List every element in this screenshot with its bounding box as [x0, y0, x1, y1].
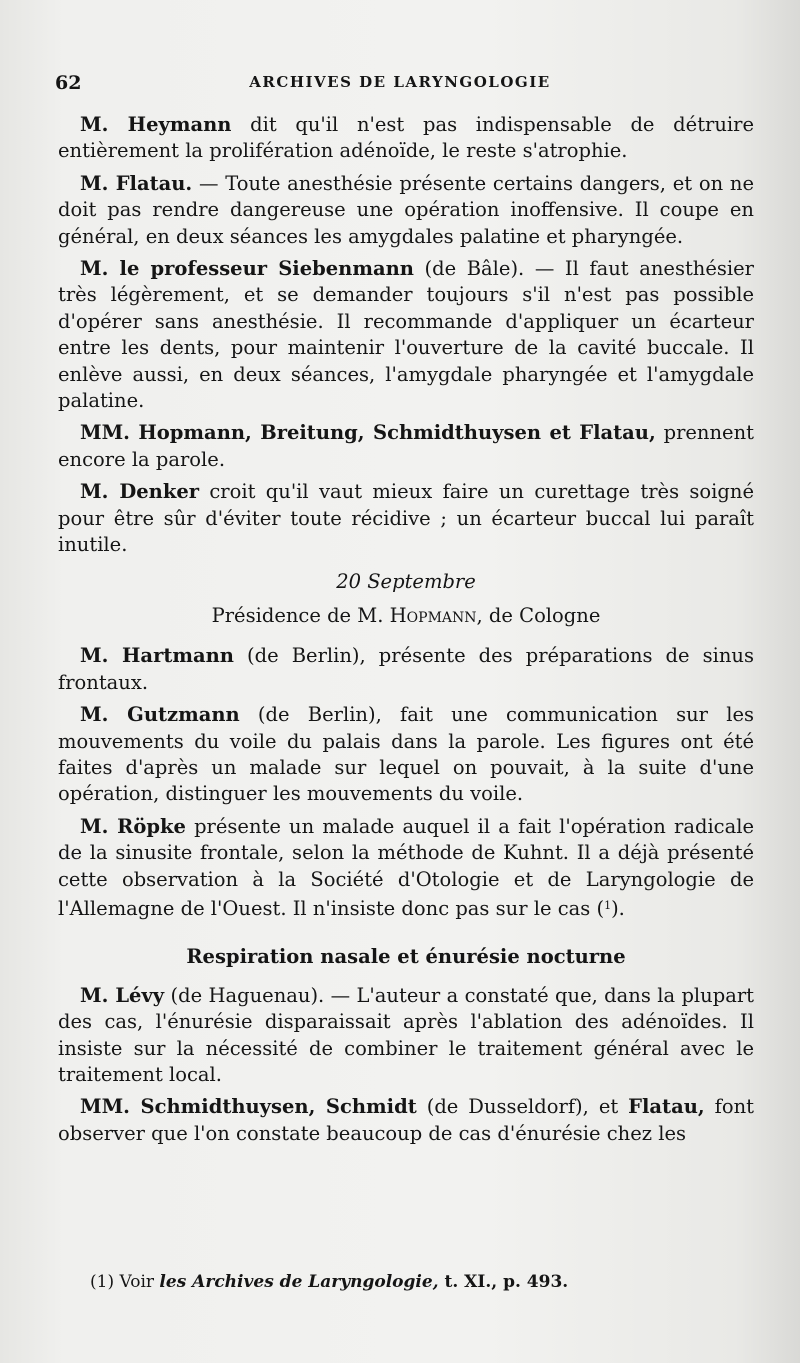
paragraph-siebenmann [58, 256, 754, 414]
paragraph-text: prennent encore la parole. [58, 421, 754, 471]
speaker-name: M. Gutzmann [80, 703, 240, 727]
paragraph-text-end: font observer que l'on constate beaucoup de cas d'énurésie chez les [58, 1095, 754, 1145]
paragraph-text: — Toute anesthésie présente certains dangers, et on ne doit pas rendre dangereuse une opération inoffensive. Il coupe en général, en deux séances les amygdales palatine et pharyngée. [58, 171, 754, 248]
speaker-name: M. le professeur Siebenmann [80, 257, 414, 281]
paragraph-text: (de Berlin), présente des préparations de sinus frontaux. [58, 644, 754, 694]
footnote [90, 1272, 750, 1292]
presidence-prefix: Présidence de M. [211, 603, 390, 627]
paragraph-text-end: ). [611, 896, 625, 920]
speaker-name-2: Flatau, [628, 1095, 705, 1119]
footnote-ref: 1 [604, 898, 612, 912]
page-number: 62 [55, 72, 82, 94]
presidence-name: Hopmann [389, 603, 477, 627]
speaker-name: M. Lévy [80, 983, 165, 1007]
paragraph-ropke [58, 814, 754, 923]
speaker-name: MM. Hopmann, Breitung, Schmidthuysen et Flatau, [80, 421, 656, 445]
footnote-marker: (1) [90, 1272, 115, 1292]
body-text [58, 112, 754, 1153]
speaker-name: MM. Schmidthuysen, Schmidt [80, 1095, 417, 1119]
paragraph-text: (de Berlin), fait une communication sur les mouvements du voile du palais dans la parole. Les figures ont été faites d'après un malade sur lequel on pouvait, à la suite d'une opération, distinguer les mouvements du voile. [58, 703, 754, 806]
paragraph-text: dit qu'il n'est pas indispensable de détruire entièrement la prolifération adénoïde, le reste s'atrophie. [58, 113, 755, 163]
footnote-title: les Archives de Laryngologie, [159, 1272, 439, 1292]
speaker-name: M. Denker [80, 480, 200, 504]
paragraph-gutzmann [58, 702, 754, 808]
paragraph-hopmann-group [58, 420, 754, 473]
speaker-name: M. Heymann [80, 113, 232, 136]
speaker-name: M. Röpke [80, 814, 186, 838]
paragraph-text: (de Bâle). — Il faut anesthésier très légèrement, et se demander toujours s'il n'est pas possible d'opérer sans anesthésie. Il recommande d'appliquer un écarteur entre les dents, pour maintenir l'ouverture de la cavité buccale. Il enlève aussi, en deux séances, l'amygdale pharyngée et l'amygdale palatine. [58, 257, 754, 413]
paragraph-flatau [58, 171, 754, 250]
running-head: ARCHIVES DE LARYNGOLOGIE [249, 73, 551, 91]
paragraph-heymann [58, 112, 754, 165]
paragraph-text: (de Haguenau). — L'auteur a constaté que, dans la plupart des cas, l'énurésie disparaissait après l'ablation des adénoïdes. Il insiste sur la nécessité de combiner le traitement général avec le traitement local. [58, 983, 754, 1086]
presidence-suffix: , de Cologne [476, 603, 601, 627]
speaker-name: M. Flatau. [80, 171, 193, 195]
paragraph-text: présente un malade auquel il a fait l'opération radicale de la sinusite frontale, selon la méthode de Kuhnt. Il a déjà présenté cette observation à la Société d'Otologie et de Laryngologie de l'Allemagne de l'Ouest. Il n'insiste donc pas sur le cas ( [58, 814, 755, 920]
paragraph-hartmann [58, 643, 754, 696]
paragraph-text: croit qu'il vaut mieux faire un curettage très soigné pour être sûr d'éviter toute récidive ; un écarteur buccal lui paraît inutile. [58, 480, 754, 557]
session-date: 20 Septembre [336, 569, 476, 593]
presidence-line [58, 603, 754, 629]
footnote-ref-text: t. XI., p. 493. [438, 1272, 569, 1292]
footnote-prefix: Voir [114, 1272, 160, 1292]
paragraph-denker [58, 479, 754, 558]
speaker-name: M. Hartmann [80, 644, 234, 668]
paragraph-levy [58, 983, 754, 1089]
paragraph-text: (de Dusseldorf), et [416, 1095, 629, 1119]
paragraph-schmidthuysen [58, 1094, 754, 1147]
section-title: Respiration nasale et énurésie nocturne [186, 945, 626, 969]
page-header [55, 68, 745, 94]
